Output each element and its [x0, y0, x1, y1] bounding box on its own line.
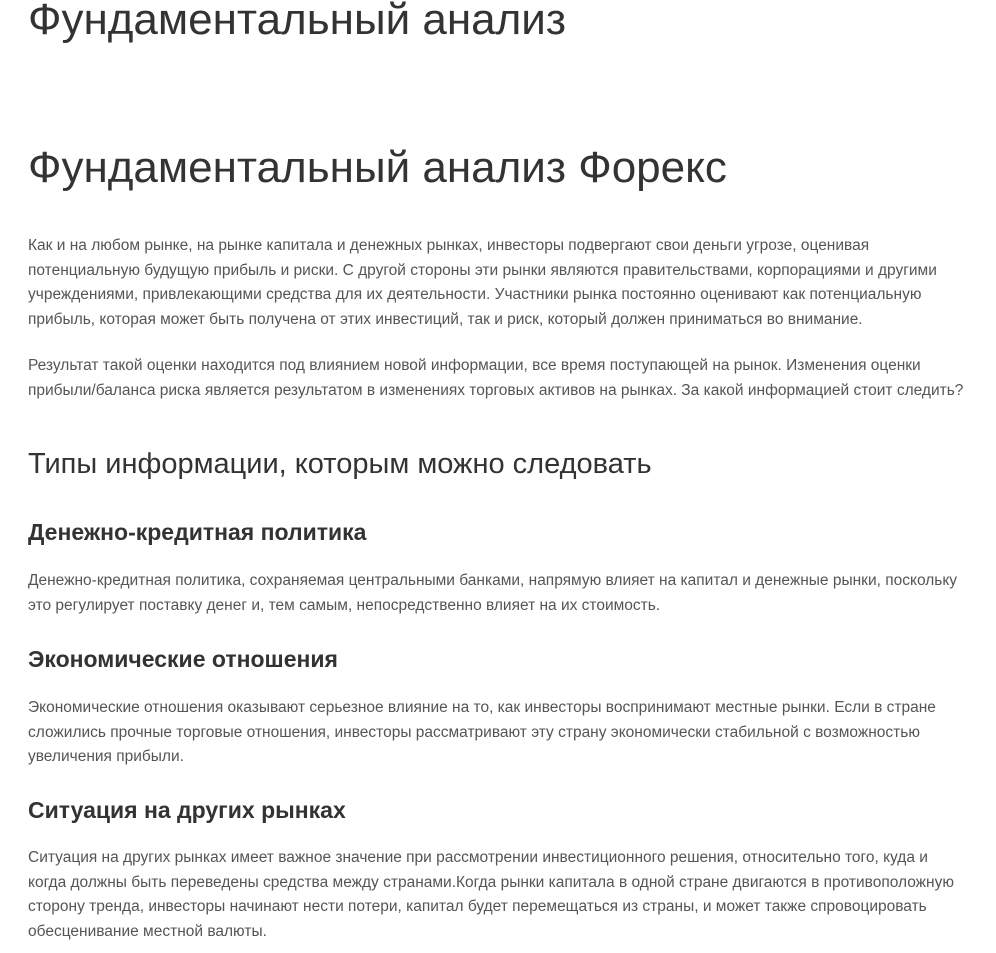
- article-title: Фундаментальный анализ Форекс: [28, 143, 727, 192]
- section-title: Типы информации, которым можно следовать: [28, 448, 652, 480]
- page-title: Фундаментальный анализ: [28, 0, 567, 44]
- section-text-economic-relations: Экономические отношения оказывают серьезное влияние на то, как инвесторы воспринимают местные рынки. Если в стране сложились прочные торговые отношения, инвесторы рассматривают эту страну экономически стабильной с возможностью увеличения прибыли.: [28, 699, 936, 765]
- section-heading-monetary-policy: Денежно-кредитная политика: [28, 519, 367, 545]
- intro-paragraph-1: Как и на любом рынке, на рынке капитала и денежных рынках, инвесторы подвергают свои деньги угрозе, оценивая потенциальную будущую прибыль и риски. С другой стороны эти рынки являются правительствами, корпорациями и другими учреждениями, привлекающими средства для их деятельности. Участники рынка постоянно оценивают как потенциальную прибыль, которая может быть получена от этих инвестиций, так и риск, который должен приниматься во внимание.: [28, 237, 937, 328]
- section-heading-other-markets: Ситуация на других рынках: [28, 797, 346, 823]
- section-text-other-markets: Ситуация на других рынках имеет важное значение при рассмотрении инвестиционного решения, относительно того, куда и когда должны быть переведены средства между странами.Когда рынки капитала в одной стране двигаются в противоположную сторону тренда, инвесторы начинают нести потери, капитал будет перемещаться из страны, и может также спровоцировать обесценивание местной валюты.: [28, 849, 954, 940]
- intro-paragraph-2: Результат такой оценки находится под влиянием новой информации, все время поступающей на рынок. Изменения оценки прибыли/баланса риска является результатом в изменениях торговых активов на рынках. За какой информацией стоит следить?: [28, 357, 964, 399]
- section-heading-economic-relations: Экономические отношения: [28, 646, 338, 672]
- section-text-monetary-policy: Денежно-кредитная политика, сохраняемая центральными банками, напрямую влияет на капитал и денежные рынки, поскольку это регулирует поставку денег и, тем самым, непосредственно влияет на их стоимость.: [28, 572, 958, 614]
